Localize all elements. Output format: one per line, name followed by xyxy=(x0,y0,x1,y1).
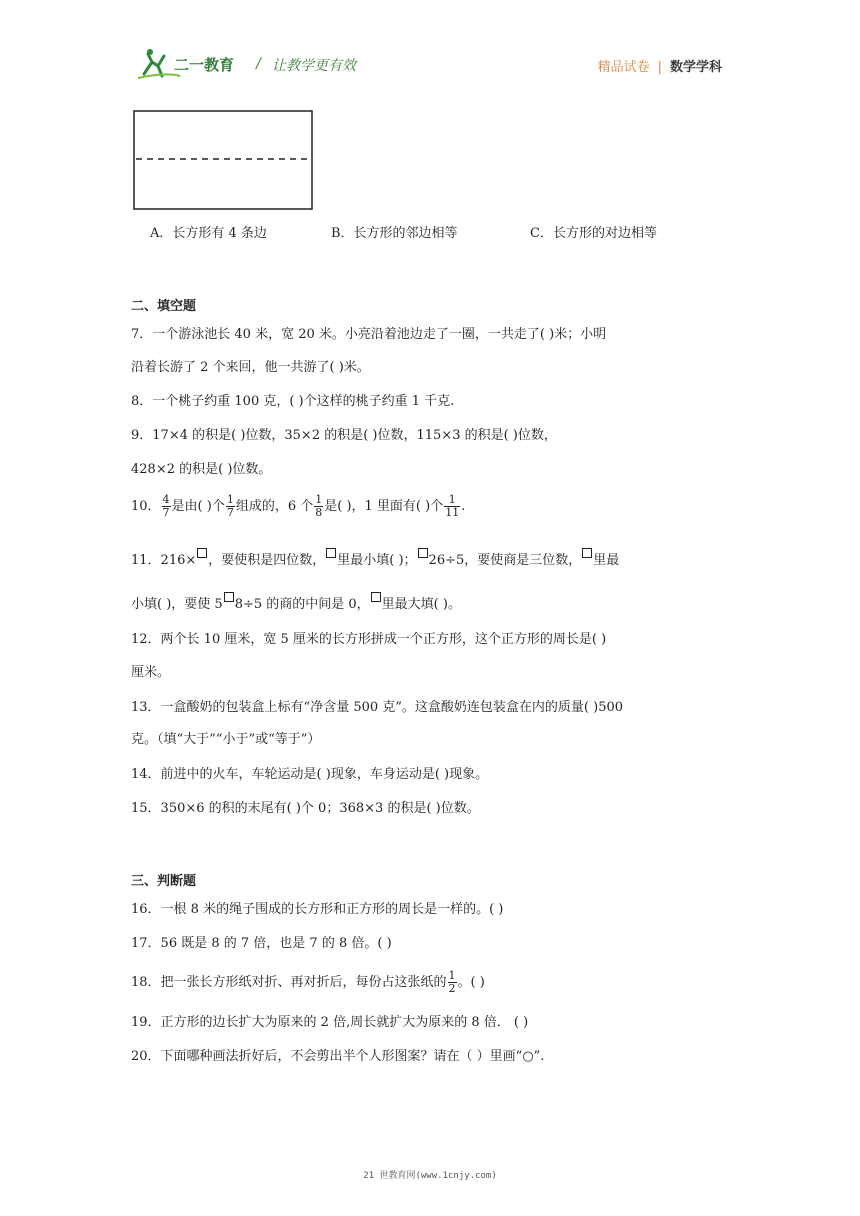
question-19: 19．正方形的边长扩大为原来的 2 倍,周长就扩大为原来的 8 倍． ( ) xyxy=(131,1015,529,1030)
option-a: A．长方形有 4 条边 xyxy=(150,226,267,241)
square-box-icon xyxy=(371,592,381,602)
question-18: 18．把一张长方形纸对折、再对折后，每份占这张纸的 $\frac{1}{2}$ 。( ) xyxy=(131,969,485,995)
fraction: $\frac{1}{7}$ xyxy=(226,493,234,519)
option-c: C．长方形的对边相等 xyxy=(530,226,657,241)
question-12-line1: 12．两个长 10 厘米，宽 5 厘米的长方形拼成一个正方形，这个正方形的周长是( ) xyxy=(131,632,607,647)
fraction: $\frac{1}{2}$ xyxy=(448,969,456,995)
square-box-icon xyxy=(418,548,428,558)
square-box-icon xyxy=(197,548,207,558)
logo xyxy=(136,48,256,82)
header-slogan: 让教学更有效 xyxy=(272,58,356,74)
header-label: 精品试卷 xyxy=(597,60,650,75)
question-13-line1: 13．一盒酸奶的包装盒上标有“净含量 500 克”。这盒酸奶连包装盒在内的质量( )500 xyxy=(131,700,624,715)
question-7-line1: 7．一个游泳池长 40 米，宽 20 米。小亮沿着池边走了一圈，一共走了( )米；小明 xyxy=(131,327,607,342)
question-15: 15．350×6 的积的末尾有( )个 0；368×3 的积是( )位数。 xyxy=(131,801,480,816)
fraction: $\frac{1}{11}$ xyxy=(445,493,460,519)
question-11-line1: 11．216× ，要使积是四位数， 里最小填( )； 26÷5，要使商是三位数， 里最 xyxy=(131,548,619,570)
question-12-line2: 厘米。 xyxy=(131,665,171,680)
question-9-line1: 9．17×4 的积是( )位数，35×2 的积是( )位数，115×3 的积是( )位数， xyxy=(131,428,557,443)
question-7-line2: 沿着长游了 2 个来回，他一共游了( )米。 xyxy=(131,360,370,375)
square-box-icon xyxy=(326,548,336,558)
runner-icon xyxy=(144,54,164,76)
fraction: $\frac{4}{7}$ xyxy=(162,493,170,519)
header-bar: | xyxy=(657,60,662,75)
footer: 21 世教育网(www.1cnjy.com) xyxy=(363,1171,497,1181)
section-title-fill-blank: 二、填空题 xyxy=(131,299,197,314)
section-title-judge: 三、判断题 xyxy=(131,874,197,889)
question-9-line2: 428×2 的积是( )位数。 xyxy=(131,462,272,477)
header-right xyxy=(598,56,722,75)
square-box-icon xyxy=(224,592,234,602)
question-14: 14．前进中的火车，车轮运动是( )现象，车身运动是( )现象。 xyxy=(131,767,489,782)
question-17: 17．56 既是 8 的 7 倍，也是 7 的 8 倍。( ) xyxy=(131,936,392,951)
fraction: $\frac{1}{8}$ xyxy=(315,493,323,519)
square-box-icon xyxy=(582,548,592,558)
rectangle-figure xyxy=(133,110,315,212)
logo-text: 二一教育 xyxy=(174,56,235,74)
header-separator: / xyxy=(256,56,261,72)
question-11-line2: 小填( )，要使 5 8÷5 的商的中间是 0， 里最大填( )。 xyxy=(131,592,461,614)
header-subject: 数学学科 xyxy=(669,60,722,75)
question-8: 8．一个桃子约重 100 克，( )个这样的桃子约重 1 千克. xyxy=(131,394,455,409)
question-13-line2: 克。（填“大于”“小于”或“等于”） xyxy=(131,732,321,747)
option-b: B．长方形的邻边相等 xyxy=(331,226,458,241)
question-10: 10． $\frac{4}{7}$ 是由( )个 $\frac{1}{7}$ 组成的，6 个 $\frac{1}{8}$ 是( )，1 里面有( )个 $\frac{1}{11}$ . xyxy=(131,493,466,519)
question-16: 16．一根 8 米的绳子围成的长方形和正方形的周长是一样的。( ) xyxy=(131,902,504,917)
question-20: 20．下面哪种画法折好后，不会剪出半个人形图案？请在（ ）里画“○”. xyxy=(131,1049,545,1064)
